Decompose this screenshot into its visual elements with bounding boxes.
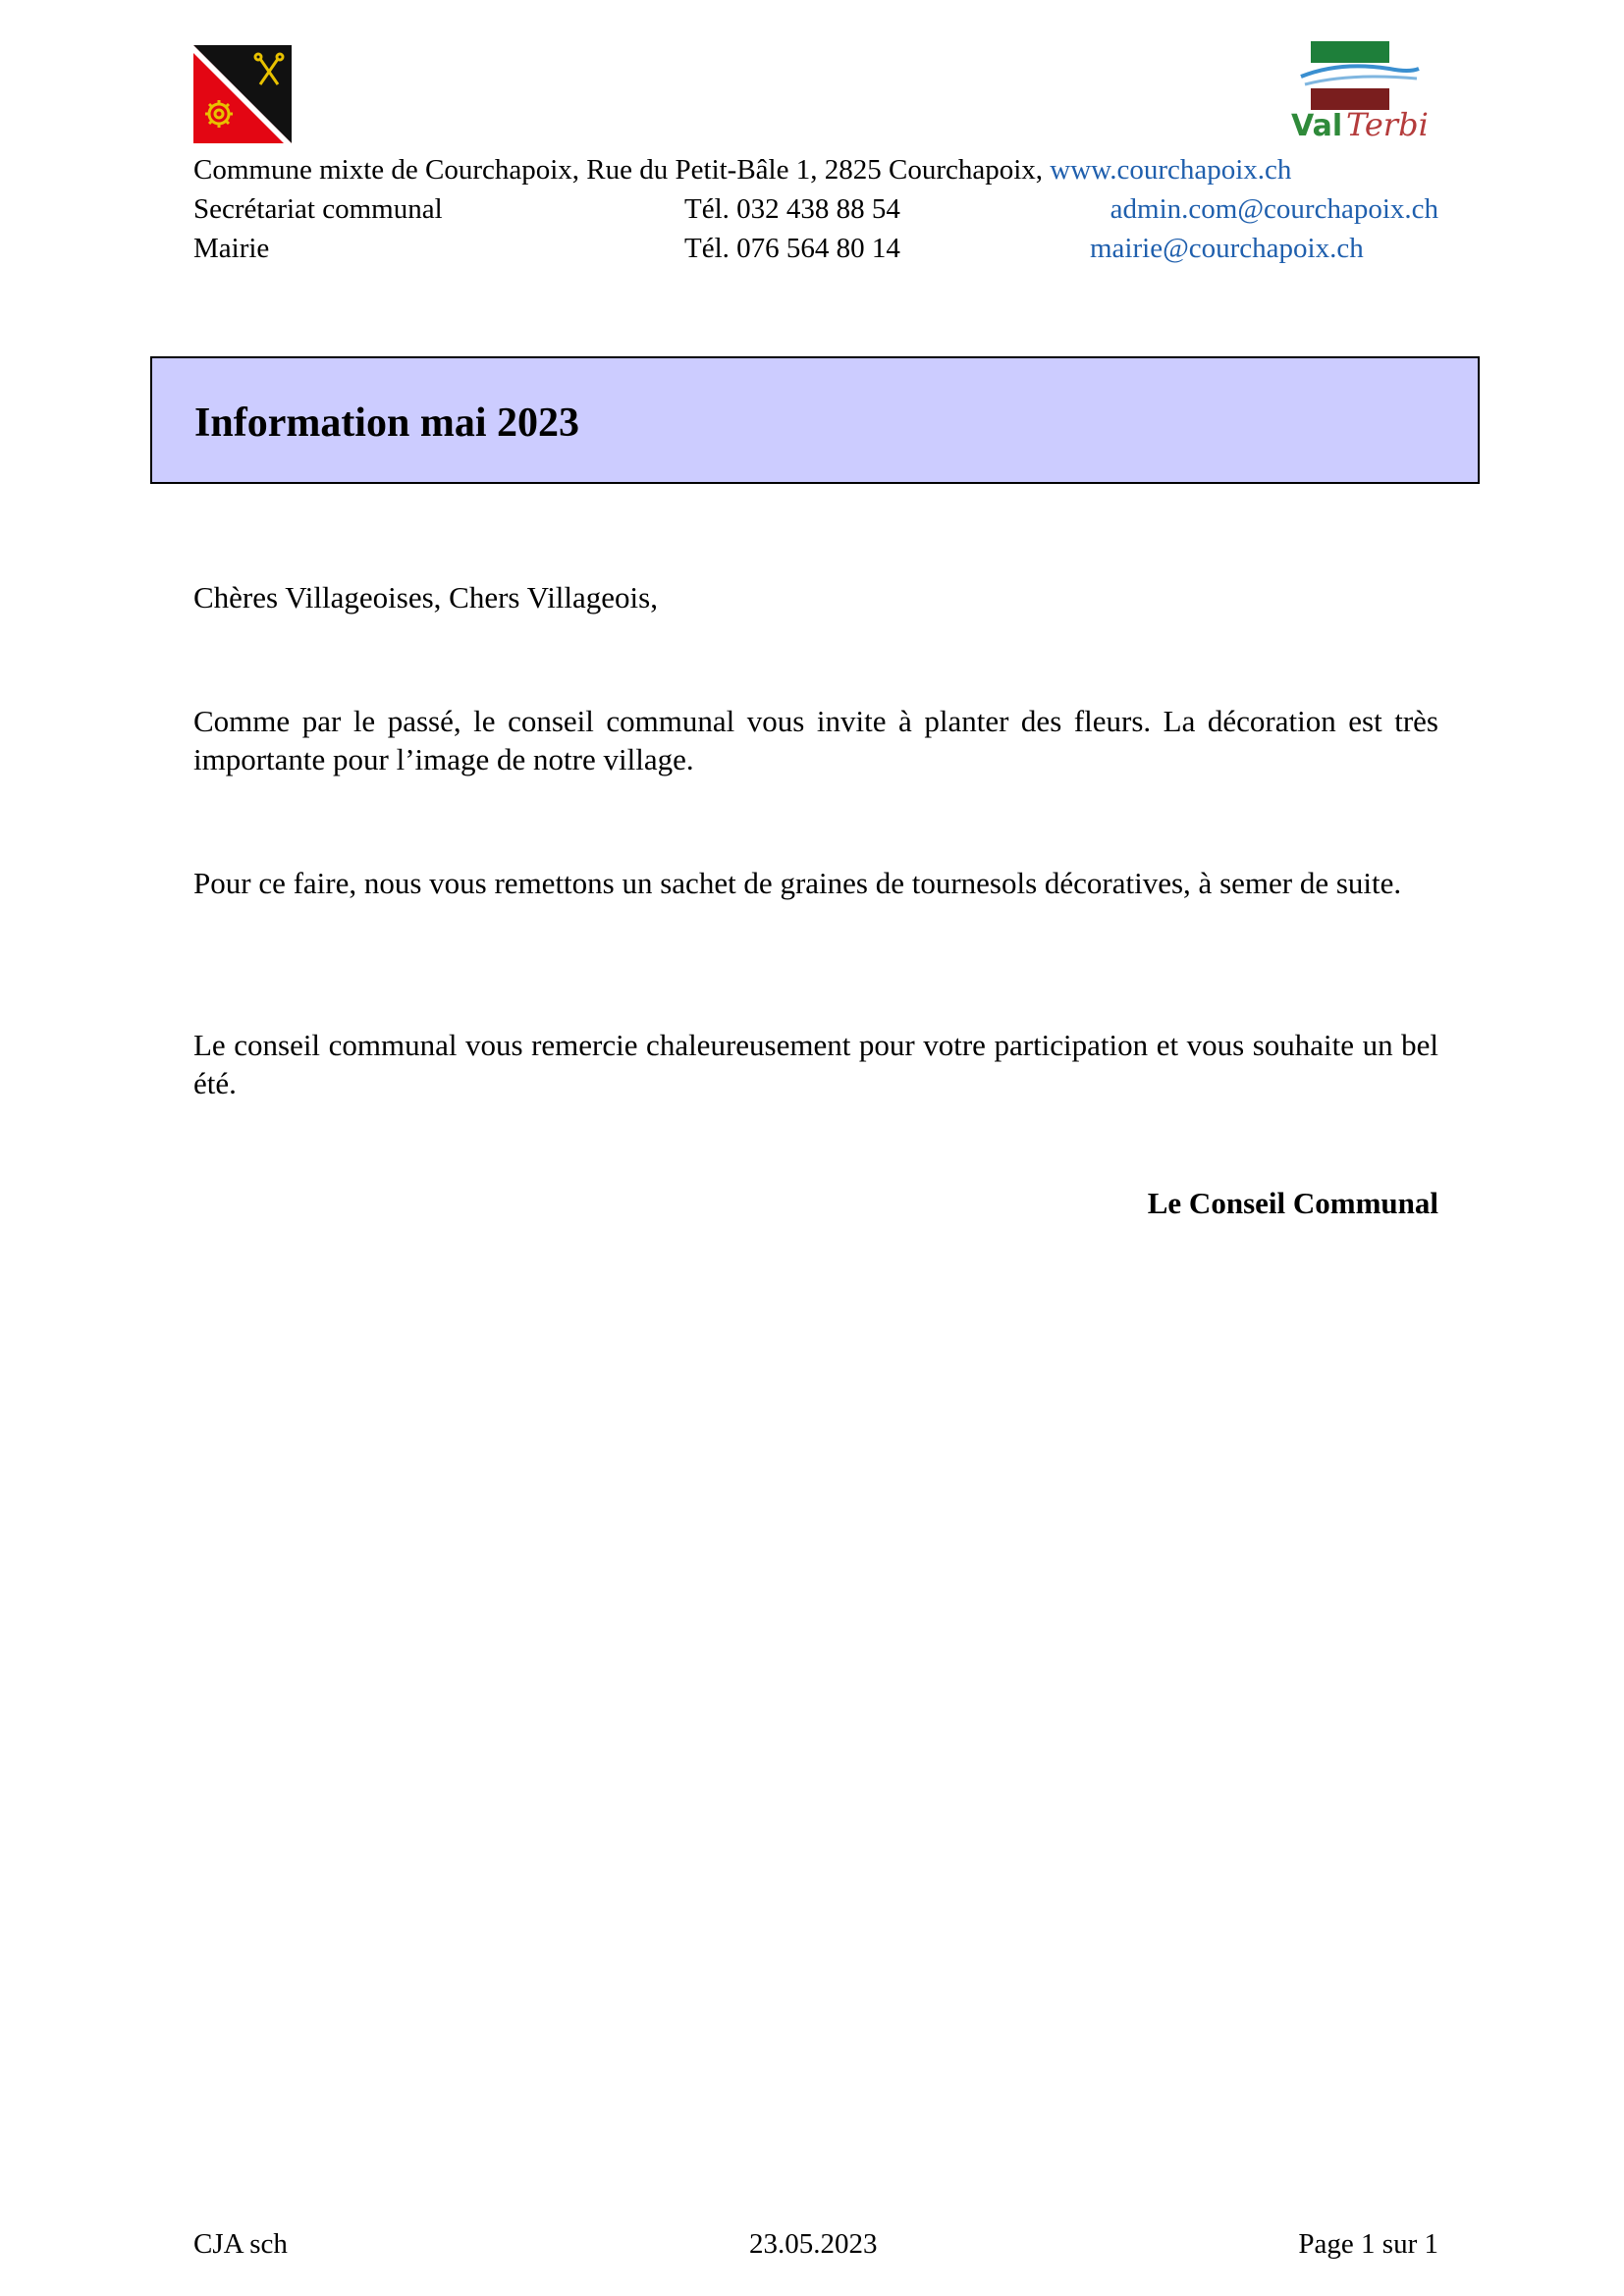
website-link[interactable]: www.courchapoix.ch <box>1050 154 1292 186</box>
svg-text:Val: Val <box>1291 109 1343 142</box>
header-mairie-tel: Tél. 076 564 80 14 <box>684 233 900 264</box>
header-secretariat-tel: Tél. 032 438 88 54 <box>684 193 900 225</box>
signature: Le Conseil Communal <box>1147 1186 1438 1220</box>
secretariat-email-link[interactable]: admin.com@courchapoix.ch <box>1110 193 1438 225</box>
commune-crest-logo <box>193 45 292 143</box>
paragraph-2: Pour ce faire, nous vous remettons un sachet de graines de tournesols décoratives, à semer de suite. <box>193 866 1402 900</box>
paragraph-1: Comme par le passé, le conseil communal vous invite à planter des fleurs. La décoration est très importante pour l’image de notre village. <box>193 704 1438 776</box>
svg-text:Terbi: Terbi <box>1346 106 1429 142</box>
header-secretariat-label: Secrétariat communal <box>193 193 443 225</box>
title-box <box>150 356 1480 484</box>
footer-page-number: Page 1 sur 1 <box>1298 2228 1438 2260</box>
paragraph-3: Le conseil communal vous remercie chaleureusement pour votre participation et vous souhaite un bel été. <box>193 1028 1438 1100</box>
header-address: Commune mixte de Courchapoix, Rue du Petit-Bâle 1, 2825 Courchapoix, <box>193 154 1051 186</box>
footer-date: 23.05.2023 <box>749 2228 878 2260</box>
header-mairie-label: Mairie <box>193 233 270 264</box>
mairie-email-link[interactable]: mairie@courchapoix.ch <box>1090 233 1364 264</box>
document-title: Information mai 2023 <box>194 400 579 446</box>
header-address-line <box>193 154 1291 187</box>
salutation: Chères Villageoises, Chers Villageois, <box>193 580 658 614</box>
valterbi-logo <box>1281 39 1438 142</box>
footer-reference: CJA sch <box>193 2228 288 2260</box>
